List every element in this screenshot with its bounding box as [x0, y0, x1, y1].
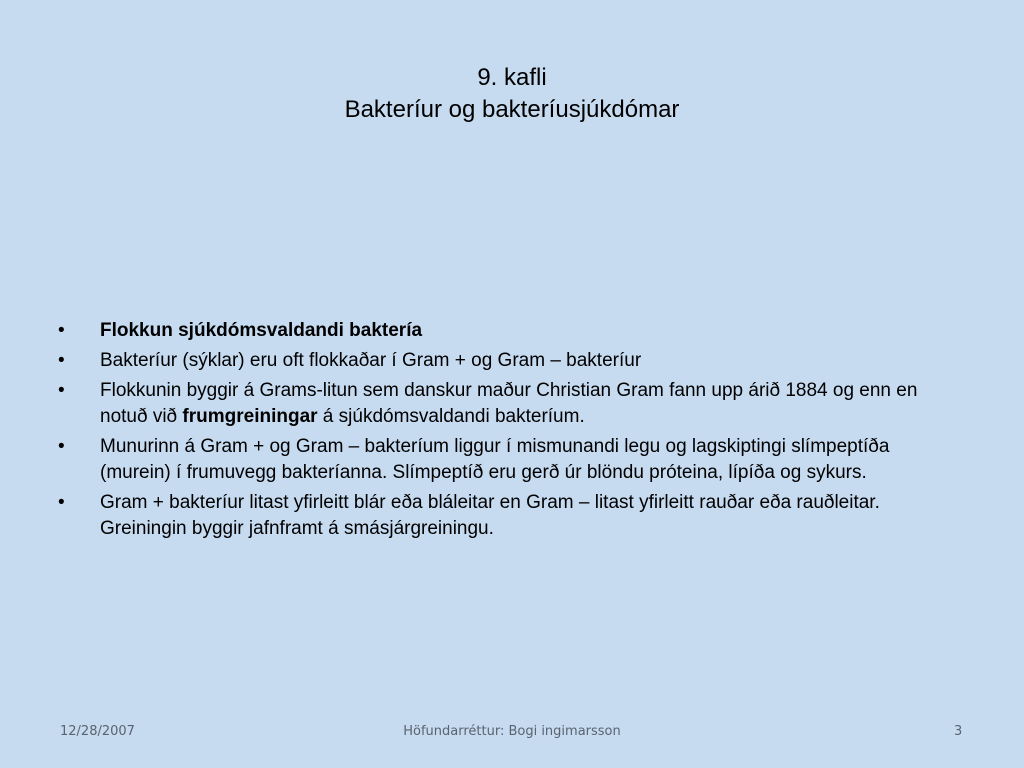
slide-title: [0, 62, 1024, 126]
bullet-text-before: Flokkunin byggir á Grams-litun sem danskur maður Christian Gram fann upp árið 1884 og enn en notuð við: [100, 380, 918, 427]
bullet-icon: •: [58, 350, 65, 371]
bullet-text: Munurinn á Gram + og Gram – bakteríum liggur í mismunandi legu og lagskiptingi slímpeptíða (murein) í frumuvegg bakteríanna. Slímpeptíð eru gerð úr blöndu próteina, lípíða og sykurs.: [100, 436, 890, 483]
slide-content: [58, 318, 958, 546]
bullet-bold-term: frumgreiningar: [182, 406, 318, 427]
bullet-text: Gram + bakteríur litast yfirleitt blár eða bláleitar en Gram – litast yfirleitt rauðar eða rauðleitar. Greiningin byggir jafnframt á smásjárgreiningu.: [100, 492, 880, 539]
footer-date: 12/28/2007: [60, 724, 135, 739]
slide-title-heading: Bakteríur og bakteríusjúkdómar: [344, 96, 680, 123]
bullet-icon: •: [58, 492, 65, 513]
bullet-item: [58, 490, 958, 542]
bullet-text-after: á sjúkdómsvaldandi bakteríum.: [317, 406, 585, 427]
bullet-heading-text: Flokkun sjúkdómsvaldandi baktería: [100, 320, 423, 341]
bullet-text: Bakteríur (sýklar) eru oft flokkaðar í Gram + og Gram – bakteríur: [100, 350, 642, 371]
footer-page-number: 3: [954, 724, 963, 739]
bullet-item: [58, 434, 958, 486]
bullet-icon: •: [58, 380, 65, 401]
bullet-icon: •: [58, 436, 65, 457]
bullet-item: [58, 348, 958, 374]
bullet-item: [58, 318, 958, 344]
bullet-icon: •: [58, 320, 65, 341]
bullet-item: [58, 378, 958, 430]
footer-copyright: Höfundarréttur: Bogi ingimarsson: [403, 724, 621, 739]
slide-title-chapter: 9. kafli: [477, 64, 547, 91]
